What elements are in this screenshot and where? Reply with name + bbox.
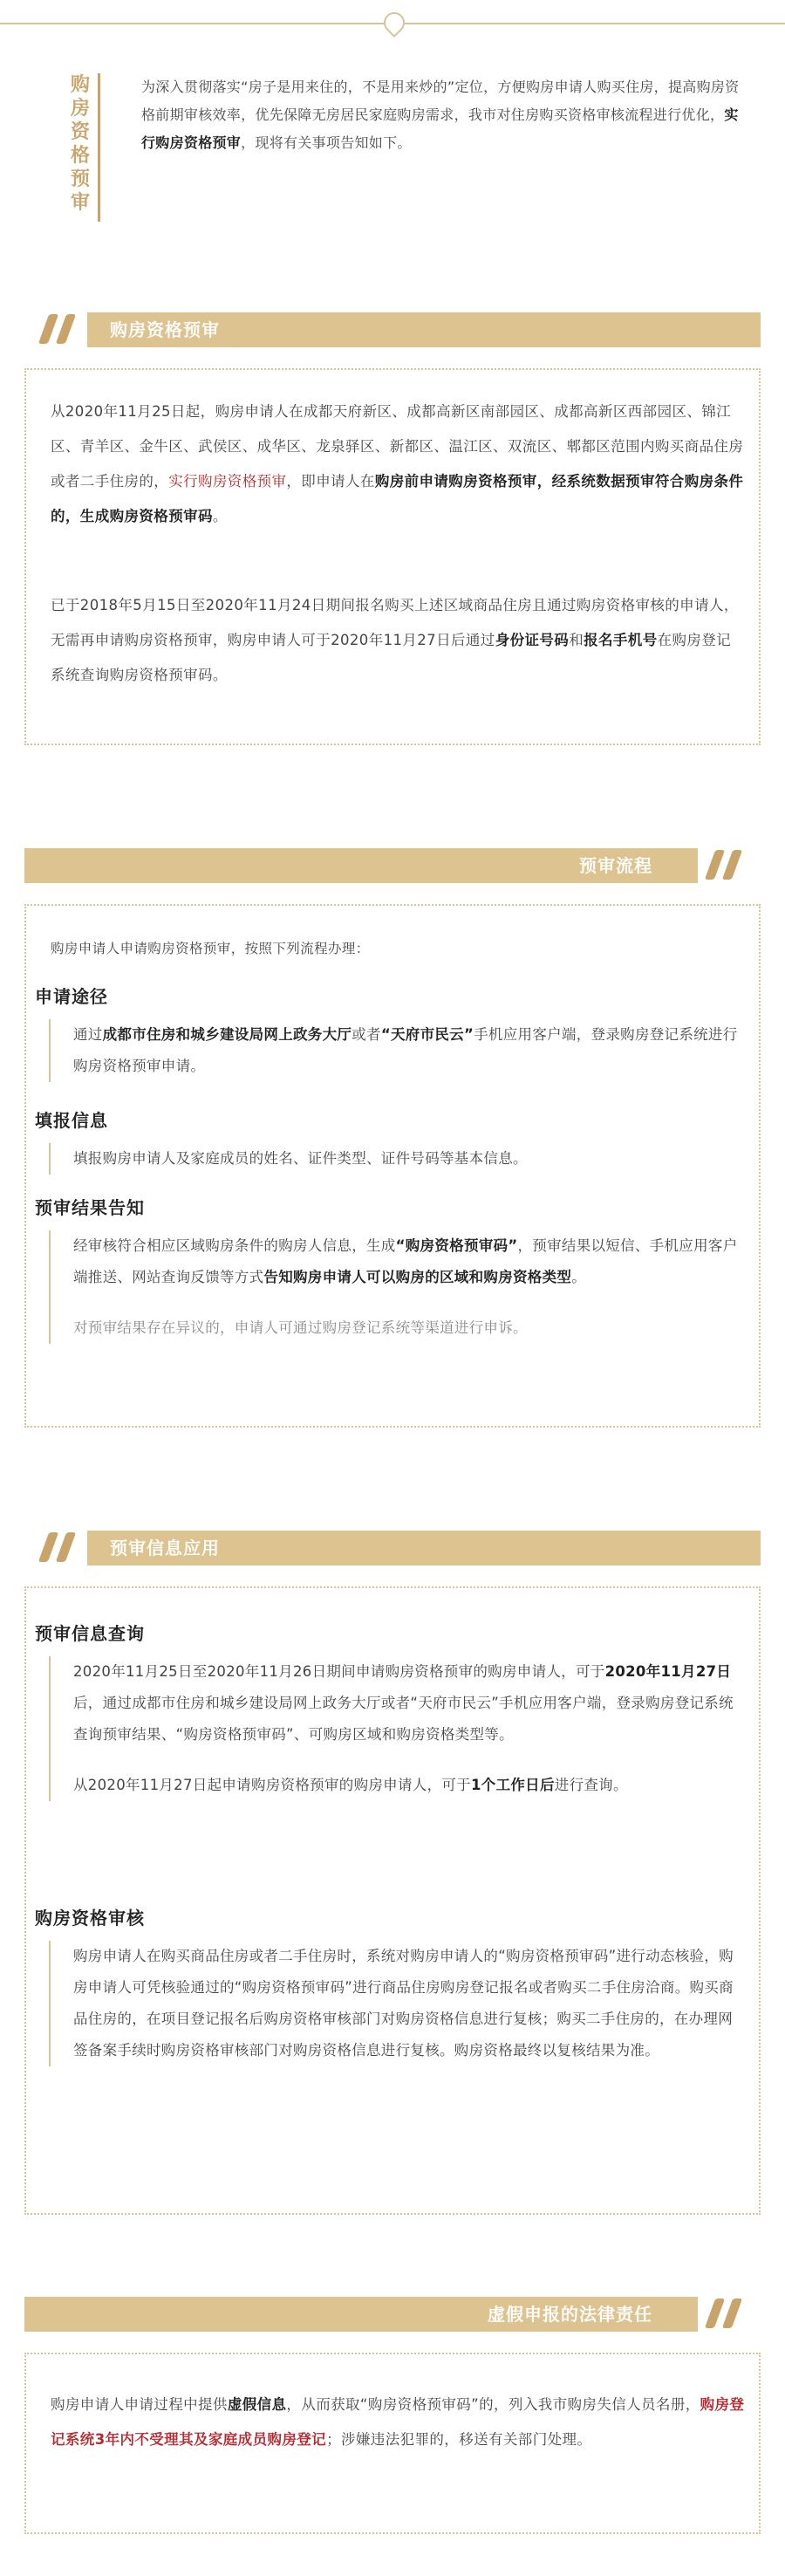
section-box (24, 1586, 761, 2215)
paragraph: 从2020年11月25日起，购房申请人在成都天府新区、成都高新区南部园区、成都高新区西部园区、锦江区、青羊区、金牛区、武侯区、成华区、龙泉驿区、新都区、温江区、双流区、郫都区范围内购买商品住房或者二手住房的，实行购房资格预审，即申请人在购房前申请购房资格预审，经系统数据预审符合购房条件的，生成购房资格预审码。 (51, 403, 744, 524)
intro-paragraph: 为深入贯彻落实“房子是用来住的，不是用来炒的”定位，方便购房申请人购买住房，提高购房资格前期审核效率，优先保障无房居民家庭购房需求，我市对住房购买资格审核流程进行优化，实行购房资格预审，现将有关事项告知如下。 (141, 79, 740, 151)
subheading: 购房资格审核 (35, 1908, 145, 1929)
note-text: 对预审结果存在异议的，申请人可通过购房登记系统等渠道进行申诉。 (73, 1319, 528, 1336)
top-divider (0, 23, 785, 24)
subsection-text: 购房申请人在购买商品住房或者二手住房时，系统对购房申请人的“购房资格预审码”进行动态核验，购房申请人可凭核验通过的“购房资格预审码”进行商品住房购房登记报名或者购买二手住房洽商。购买商品住房的，在项目登记报名后购房资格审核部门对购房资格信息进行复核；购买二手住房的，在办理网签备案手续时购房资格审核部门对购房资格信息进行复核。购房资格最终以复核结果为准。 (49, 1941, 743, 2066)
subheading: 申请途径 (35, 986, 108, 1007)
vertical-title: 购房资格预审 (70, 74, 90, 214)
section-box (24, 904, 761, 1428)
section-header-bar (24, 848, 698, 883)
section-title: 预审信息应用 (110, 1538, 220, 1559)
section-title: 购房资格预审 (110, 319, 220, 340)
intro-section (63, 73, 752, 222)
paragraph: 已于2018年5月15日至2020年11月24日期间报名购买上述区域商品住房且通过购房资格审核的申请人，无需再申请购房资格预审，购房申请人可于2020年11月27日后通过身份证号码和报名手机号在购房登记系统查询购房资格预审码。 (51, 597, 739, 683)
quote-mark-icon (38, 311, 82, 349)
subsection-text: 2020年11月25日至2020年11月26日期间申请购房资格预审的购房申请人，可于2020年11月27日后，通过成都市住房和城乡建设局网上政务大厅或者“天府市民云”手机应用客户端，登录购房登记系统查询预审结果、“购房资格预审码”、可购房区域和购房资格类型等。 从2020年11月27日起申请购房资格预审的购房申请人，可于1个工作日后进行查询。 (49, 1656, 743, 1801)
quote-mark-icon (705, 2295, 748, 2333)
section-box (24, 368, 761, 745)
quote-mark-icon (38, 1529, 82, 1567)
subheading: 填报信息 (35, 1110, 108, 1131)
section-title: 预审流程 (579, 855, 652, 876)
paragraph: 购房申请人申请购房资格预审，按照下列流程办理： (51, 941, 370, 956)
paragraph: 购房申请人申请过程中提供虚假信息，从而获取“购房资格预审码”的，列入我市购房失信人员名册，购房登记系统3年内不受理其及家庭成员购房登记；涉嫌违法犯罪的，移送有关部门处理。 (51, 2396, 745, 2448)
subsection-text: 经审核符合相应区域购房条件的购房人信息，生成“购房资格预审码”，预审结果以短信、手机应用客户端推送、网站查询反馈等方式告知购房申请人可以购房的区域和购房资格类型。 对预审结果存在异议的，申请人可通过购房登记系统等渠道进行申诉。 (49, 1230, 743, 1344)
subsection-text: 通过成都市住房和城乡建设局网上政务大厅或者“天府市民云”手机应用客户端，登录购房登记系统进行购房资格预审申请。 (49, 1019, 743, 1082)
section-header-bar (24, 2297, 698, 2332)
section-header-bar (87, 312, 761, 347)
subsection-text: 填报购房申请人及家庭成员的姓名、证件类型、证件号码等基本信息。 (49, 1143, 743, 1175)
section-box (24, 2353, 761, 2534)
subheading: 预审信息查询 (35, 1623, 145, 1644)
section-title: 虚假申报的法律责任 (488, 2304, 652, 2325)
section-header-bar (87, 1531, 761, 1565)
quote-mark-icon (705, 846, 748, 885)
subheading: 预审结果告知 (35, 1197, 145, 1218)
ornament-icon (379, 8, 409, 38)
